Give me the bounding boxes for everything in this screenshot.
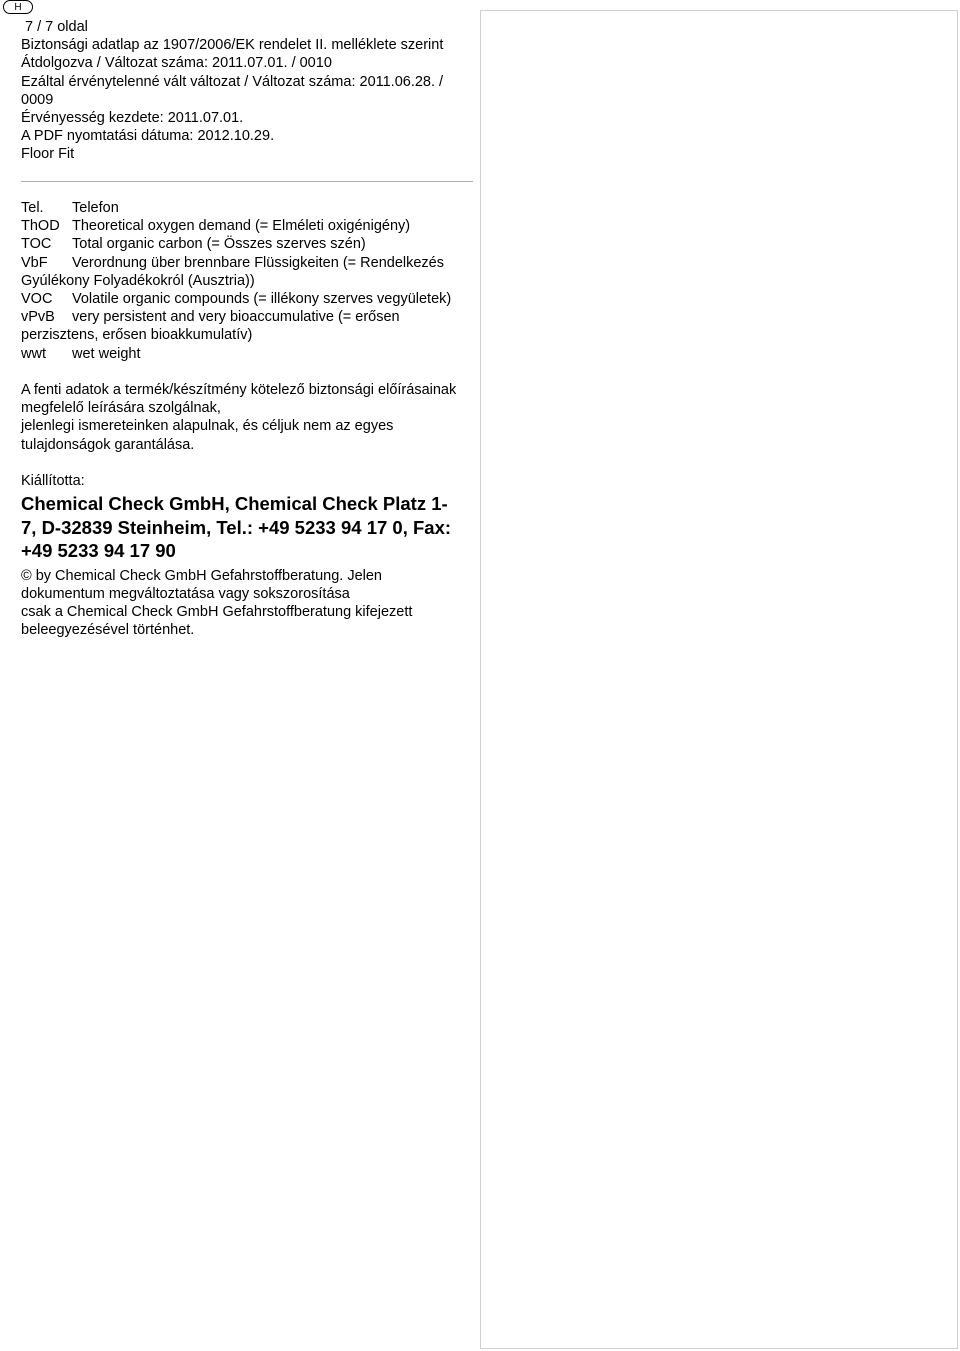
abbreviation-row — [21, 199, 461, 217]
page-number: 7 / 7 oldal — [25, 19, 88, 35]
disclaimer-line: jelenlegi ismereteinken alapulnak, és céljuk nem az egyes tulajdonságok garantálása. — [21, 418, 394, 453]
regulation-line: Biztonsági adatlap az 1907/2006/EK rendelet II. melléklete szerint — [21, 37, 444, 54]
abbreviation: vPvB — [21, 309, 55, 326]
abbreviation-row — [21, 290, 461, 308]
abbreviation-row — [21, 345, 461, 363]
valid-from-line: Érvényesség kezdete: 2011.07.01. — [21, 110, 244, 127]
abbreviation-row — [21, 217, 461, 235]
spacer — [21, 363, 461, 381]
abbreviation: wwt — [21, 345, 46, 362]
abbreviation: VOC — [21, 291, 53, 308]
disclaimer-line: A fenti adatok a termék/készítmény kötelező biztonsági előírásainak megfelelő leírására szolgálnak, — [21, 382, 457, 417]
abbreviation-text: Verordnung über brennbare Flüssigkeiten (= Rendelkezés Gyúlékony Folyadékokról (Ausztria)) — [21, 254, 444, 289]
issuer-company: Chemical Check GmbH, Chemical Check Platz 1-7, D-32839 Steinheim, Tel.: +49 5233 94 17 0, Fax: +49 5233 94 17 90 — [21, 493, 452, 562]
abbreviation-text: Total organic carbon (= Összes szerves szén) — [72, 236, 366, 253]
language-badge: H — [3, 0, 33, 14]
abbreviation-row — [21, 254, 461, 290]
header-divider — [21, 181, 473, 182]
document-header — [21, 18, 473, 164]
revision-line: Átdolgozva / Változat száma: 2011.07.01. / 0010 — [21, 55, 332, 72]
abbreviation: Tel. — [21, 200, 44, 216]
product-name: Floor Fit — [21, 146, 75, 163]
abbreviation-row — [21, 308, 461, 344]
abbreviation-text: wet weight — [72, 345, 141, 362]
print-date-line: A PDF nyomtatási dátuma: 2012.10.29. — [21, 128, 275, 145]
copyright-line: csak a Chemical Check GmbH Gefahrstoffberatung kifejezett beleegyezésével történhet. — [21, 604, 413, 639]
abbreviation-text: Telefon — [72, 200, 119, 216]
abbreviation-text: Theoretical oxygen demand (= Elméleti oxigénigény) — [72, 218, 411, 235]
abbreviation: ThOD — [21, 218, 60, 235]
issued-by-label: Kiállította: — [21, 473, 85, 490]
replaces-line: Ezáltal érvénytelenné vált változat / Változat száma: 2011.06.28. / 0009 — [21, 73, 444, 108]
document-body — [21, 199, 461, 640]
abbreviation: TOC — [21, 236, 52, 253]
abbreviation-text: Volatile organic compounds (= illékony szerves vegyületek) — [72, 291, 452, 308]
spacer — [21, 454, 461, 472]
copyright-line: © by Chemical Check GmbH Gefahrstoffberatung. Jelen dokumentum megváltoztatása vagy sokszorosítása — [21, 567, 382, 602]
abbreviation-text: very persistent and very bioaccumulative (= erősen perzisztens, erősen bioakkumulatív) — [21, 309, 400, 344]
abbreviation-row — [21, 235, 461, 253]
empty-right-page — [480, 10, 958, 1349]
abbreviation: VbF — [21, 254, 48, 271]
